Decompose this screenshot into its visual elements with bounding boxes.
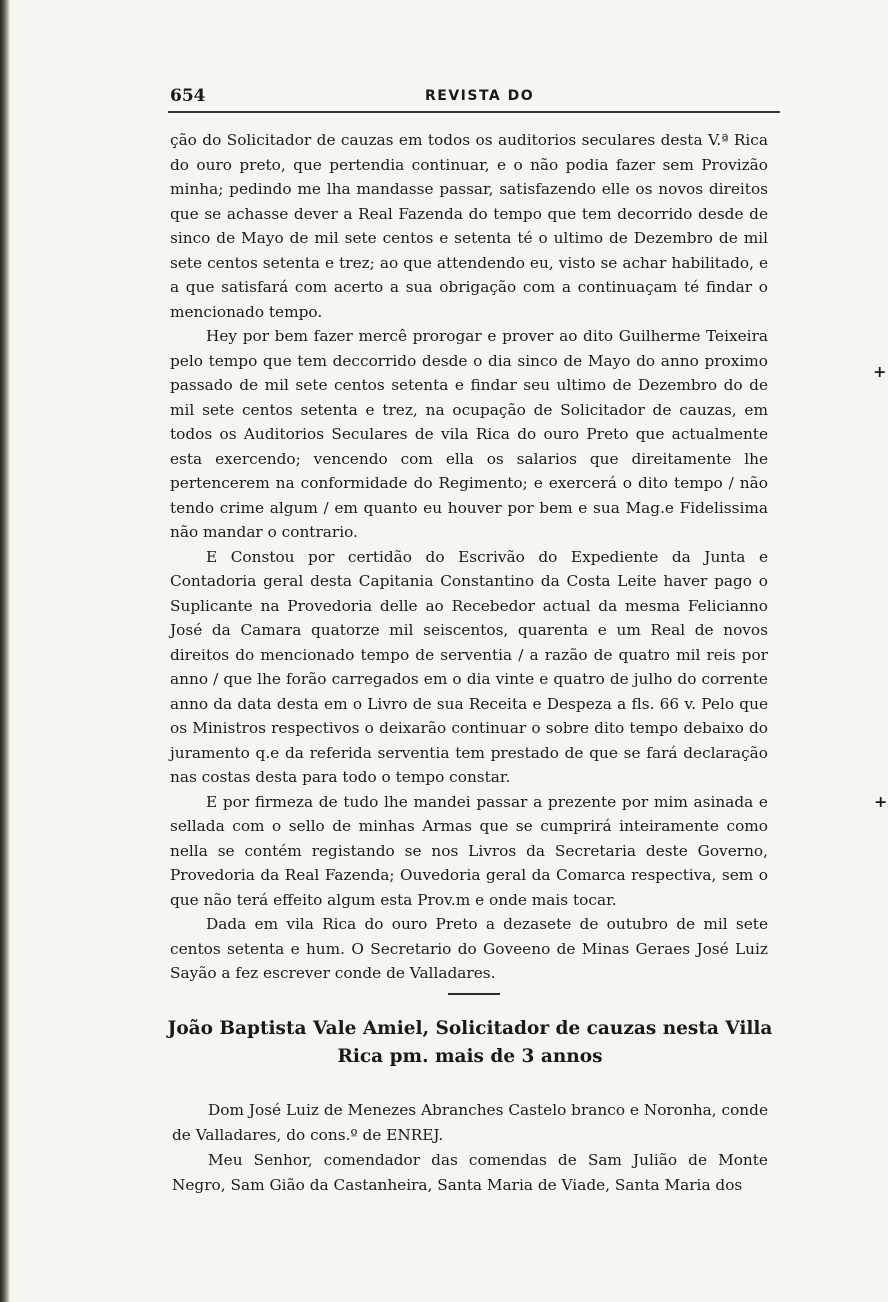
section-divider [448,993,500,995]
running-title: REVISTA DO [425,88,535,104]
paragraph: Hey por bem fazer mercê prorogar e prover ao dito Guilherme Teixeira pelo tempo que tem deccorrido desde o dia sinco de Mayo do anno proximo passado de mil sete centos setenta e findar seu ultimo de Dezembro do de mil sete centos setenta e trez, na ocupação de Solicitador de cauzas, em todos os Auditorios Seculares de vila Rica do ouro Preto que actualmente esta exercendo; vencendo com ella os salarios que direitamente lhe pertencerem na conformidade do Regimento; e exercerá o dito tempo / não tendo crime algum / em quanto eu houver por bem e sua Mag.e Fidelissima não mandar o contrario. [170,327,768,541]
main-text [170,128,768,986]
signature-block [170,912,768,986]
section-heading: João Baptista Vale Amiel, Solicitador de cauzas nesta Villa Rica pm. mais de 3 annos [167,1018,773,1067]
book-binding-edge [0,0,10,1302]
header-rule [168,111,780,113]
page-number: 654 [170,86,206,106]
letter-text [172,1098,768,1198]
dated-signature: Dada em vila Rica do ouro Preto a dezasete de outubro de mil sete centos setenta e hum. O Secretario do Goveeno de Minas Geraes José Luiz Sayão a fez escrever conde de Valladares. [170,915,768,982]
paragraph: Meu Senhor, comendador das comendas de Sam Julião de Monte Negro, Sam Gião da Castanheira, Santa Maria de Viade, Santa Maria dos [172,1151,768,1194]
paragraph: Dom José Luiz de Menezes Abranches Castelo branco e Noronha, conde de Valladares, do cons.º de ENREJ. [172,1101,768,1144]
margin-mark: + [874,792,888,811]
paragraph: ção do Solicitador de cauzas em todos os auditorios seculares desta V.ª Rica do ouro preto, que pertendia continuar, e o não podia fazer sem Provizão minha; pedindo me lha mandasse passar, satisfazendo elle os novos direitos que se achasse dever a Real Fazenda do tempo que tem decorrido desde de sinco de Mayo de mil sete centos e setenta té o ultimo de Dezembro de mil sete centos setenta e trez; ao que attendendo eu, visto se achar habilitado, e a que satisfará com acerto a sua obrigação com a continuaçam té findar o mencionado tempo. [170,131,768,321]
margin-mark: + [873,362,887,381]
paragraph: E por firmeza de tudo lhe mandei passar a prezente por mim asinada e sellada com o sello de minhas Armas que se cumprirá inteiramente como nella se contém registando se nos Livros da Secretaria deste Governo, Provedoria da Real Fazenda; Ouvedoria geral da Comarca respectiva, sem o que não terá effeito algum esta Prov.m e onde mais tocar. [170,792,768,909]
paragraph: E Constou por certidão do Escrivão do Expediente da Junta e Contadoria geral desta Capitania Constantino da Costa Leite haver pago o Suplicante na Provedoria delle ao Recebedor actual da mesma Felicianno José da Camara quatorze mil seiscentos, quarenta e um Real de novos direitos do mencionado tempo de serventia / a razão de quatro mil reis por anno / que lhe forão carregados em o dia vinte e quatro de julho do corrente anno da data desta em o Livro de sua Receita e Despeza a fls. 66 v. Pelo que os Ministros respectivos o deixarão continuar o sobre dito tempo debaixo do juramento q.e da referida serventia tem prestado de que se fará declaração nas costas desta para todo o tempo constar. [170,547,768,786]
page-header [170,86,770,108]
